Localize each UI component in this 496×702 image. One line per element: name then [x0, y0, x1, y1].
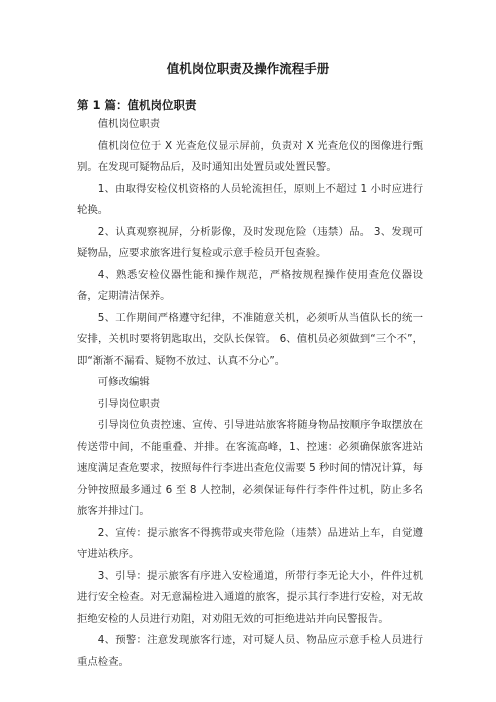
paragraph: 5、工作期间严格遵守纪律，不准随意关机，必须听从当值队长的统一安排，关机时要将钥匙取出，交队长保管。 6、值机员必须做到“三个不”，即“渐渐不漏看、疑物不放过、认真不分心”。 — [77, 311, 423, 367]
paragraph: 1、由取得安检仪机资格的人员轮流担任，原则上不超过 1 小时应进行轮换。 — [77, 182, 423, 216]
section-heading: 第 1 篇：值机岗位职责 — [77, 98, 197, 112]
paragraph: 引导岗位负责控速、宣传、引导进站旅客将随身物品按顺序争取摆放在传送带中间，不能重叠、并排。在客流高峰，1、控速：必须确保旅客进站速度满足查危要求，按照每件行李进出查危仪需要 5 秒时间的情况计算，每分钟按照最多通过 6 至 8 人控制，必须保证每件行李件件过机，防止多名旅客并排过门。 — [77, 419, 423, 517]
paragraph: 2、认真观察视屏，分析影像，及时发现危险（违禁）品。 3、发现可疑物品，应要求旅客进行复检或示意手检员开包查验。 — [77, 225, 423, 259]
document-title: 值机岗位职责及操作流程手册 — [166, 61, 330, 76]
paragraph: 4、熟悉安检仪器性能和操作规范，严格按规程操作使用查危仪器设备，定期清洁保养。 — [77, 268, 423, 302]
paragraph: 2、宣传：提示旅客不得携带或夹带危险（违禁）品进站上车，自觉遵守进站秩序。 — [77, 526, 423, 560]
paragraph: 值机岗位位于 X 光查危仪显示屏前，负责对 X 光查危仪的图像进行甄别。在发现可疑物品后，及时通知出处置员或处置民警。 — [77, 139, 423, 173]
paragraph: 4、预警：注意发现旅客行迹，对可疑人员、物品应示意手检人员进行重点检查。 — [77, 634, 423, 668]
subheading-duty-position: 值机岗位职责 — [97, 118, 161, 130]
editable-note: 可修改编辑 — [97, 376, 150, 388]
document-body — [77, 114, 423, 673]
subheading-guide-position: 引导岗位职责 — [97, 397, 161, 410]
paragraph: 3、引导：提示旅客有序进入安检通道，所带行李无论大小，件件过机进行安全检查。对无意漏检进入通道的旅客，提示其行李进行安检，对无故拒绝安检的人员进行劝阻，对劝阻无效的可拒绝进站并向民警报告。 — [77, 569, 423, 625]
